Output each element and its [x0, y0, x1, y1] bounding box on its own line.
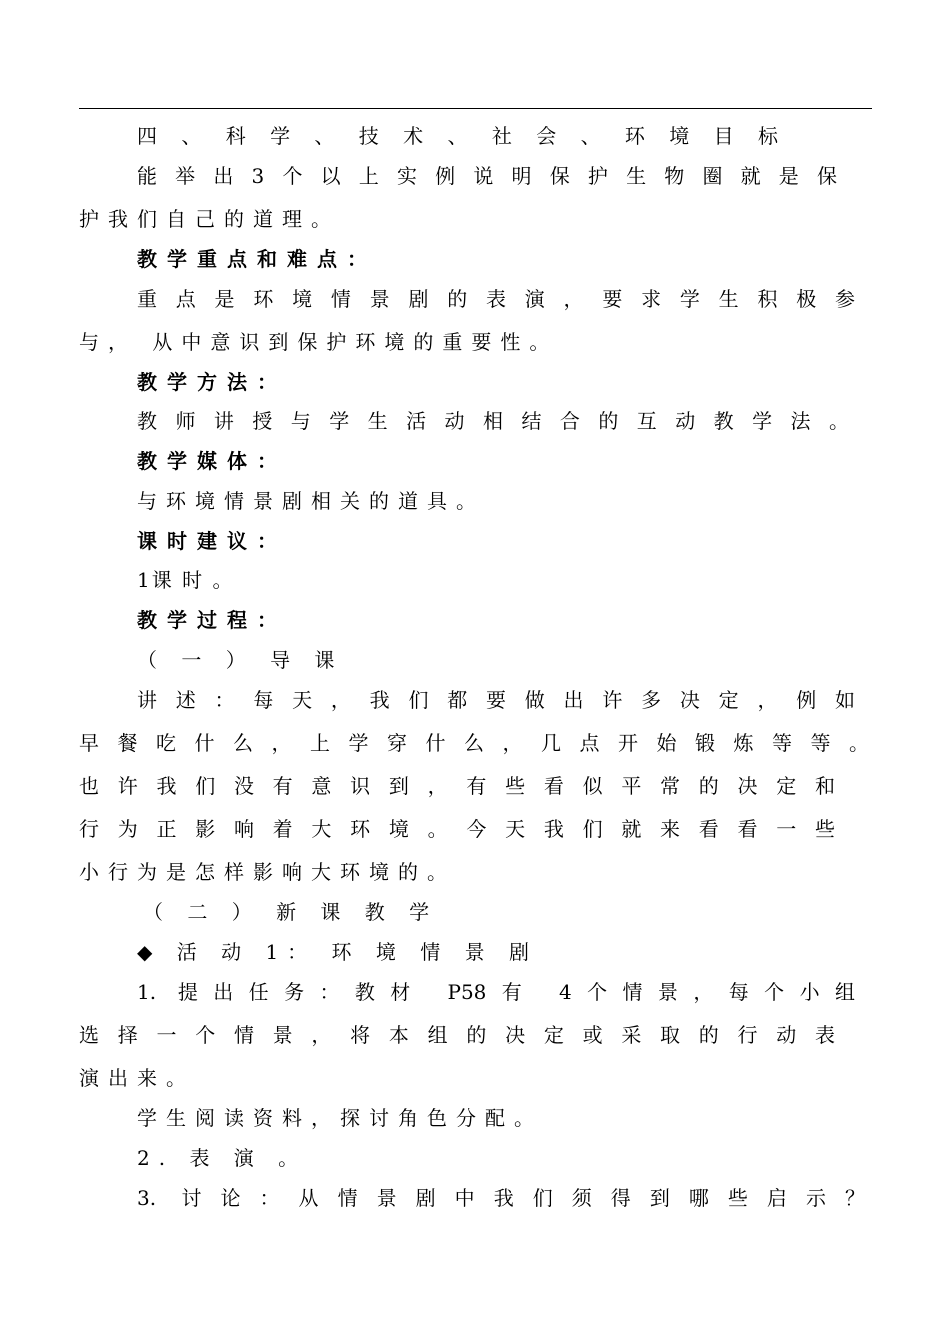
paragraph-line: 也许我们没有意识到，有些看似平常的决定和	[79, 774, 835, 798]
paragraph-line: 讲述：每天，我们都要做出许多决定，例如	[137, 688, 855, 712]
paragraph-line: 与环境情景剧相关的道具。	[137, 489, 485, 513]
heading-class-hours: 课时建议：	[137, 529, 287, 553]
section-heading-goals: 四 、 科 学 、 技 术 、 社 会 、 环 境 目 标	[137, 124, 788, 148]
heading-key-points: 教学重点和难点：	[137, 247, 377, 271]
paragraph-line: 学生阅读资料，探讨角色分配。	[137, 1106, 543, 1130]
heading-teaching-process: 教学过程：	[137, 608, 287, 632]
paragraph-line: 小行为是怎样影响大环境的。	[79, 860, 456, 884]
paragraph-line: 重点是环境情景剧的表演，要求学生积极参	[137, 287, 855, 311]
paragraph-line: 行为正影响着大环境。今天我们就来看看一些	[79, 817, 835, 841]
paragraph-line: 选择一个情景，将本组的决定或采取的行动表	[79, 1023, 835, 1047]
paragraph-line: 护我们自己的道理。	[79, 207, 340, 231]
paragraph-line: 1课 时 。	[137, 568, 235, 592]
heading-teaching-media: 教学媒体：	[137, 449, 287, 473]
subheading-new-lesson: （ 二 ） 新 课 教 学	[143, 900, 439, 924]
paragraph-line: 与， 从中意识到保护环境的重要性。	[79, 330, 559, 354]
paragraph-line: 早餐吃什么，上学穿什么，几点开始锻炼等等。	[79, 731, 869, 755]
paragraph-line: 1. 提出任务：教材 P58有 4个情景，每个小组	[137, 980, 855, 1004]
paragraph-line: 教师讲授与学生活动相结合的互动教学法。	[137, 409, 849, 433]
paragraph-line: 能举出3个以上实例说明保护生物圈就是保	[137, 164, 837, 188]
paragraph-line: 演出来。	[79, 1066, 195, 1090]
paragraph-line: 3. 讨论：从情景剧中我们须得到哪些启示？	[137, 1186, 865, 1210]
paragraph-line: 2. 表 演 。	[137, 1146, 308, 1170]
activity-heading: ◆ 活 动 1： 环 境 情 景 剧	[137, 940, 538, 964]
heading-teaching-method: 教学方法：	[137, 370, 287, 394]
header-rule	[79, 108, 872, 109]
subheading-intro: （ 一 ） 导 课	[137, 648, 344, 672]
